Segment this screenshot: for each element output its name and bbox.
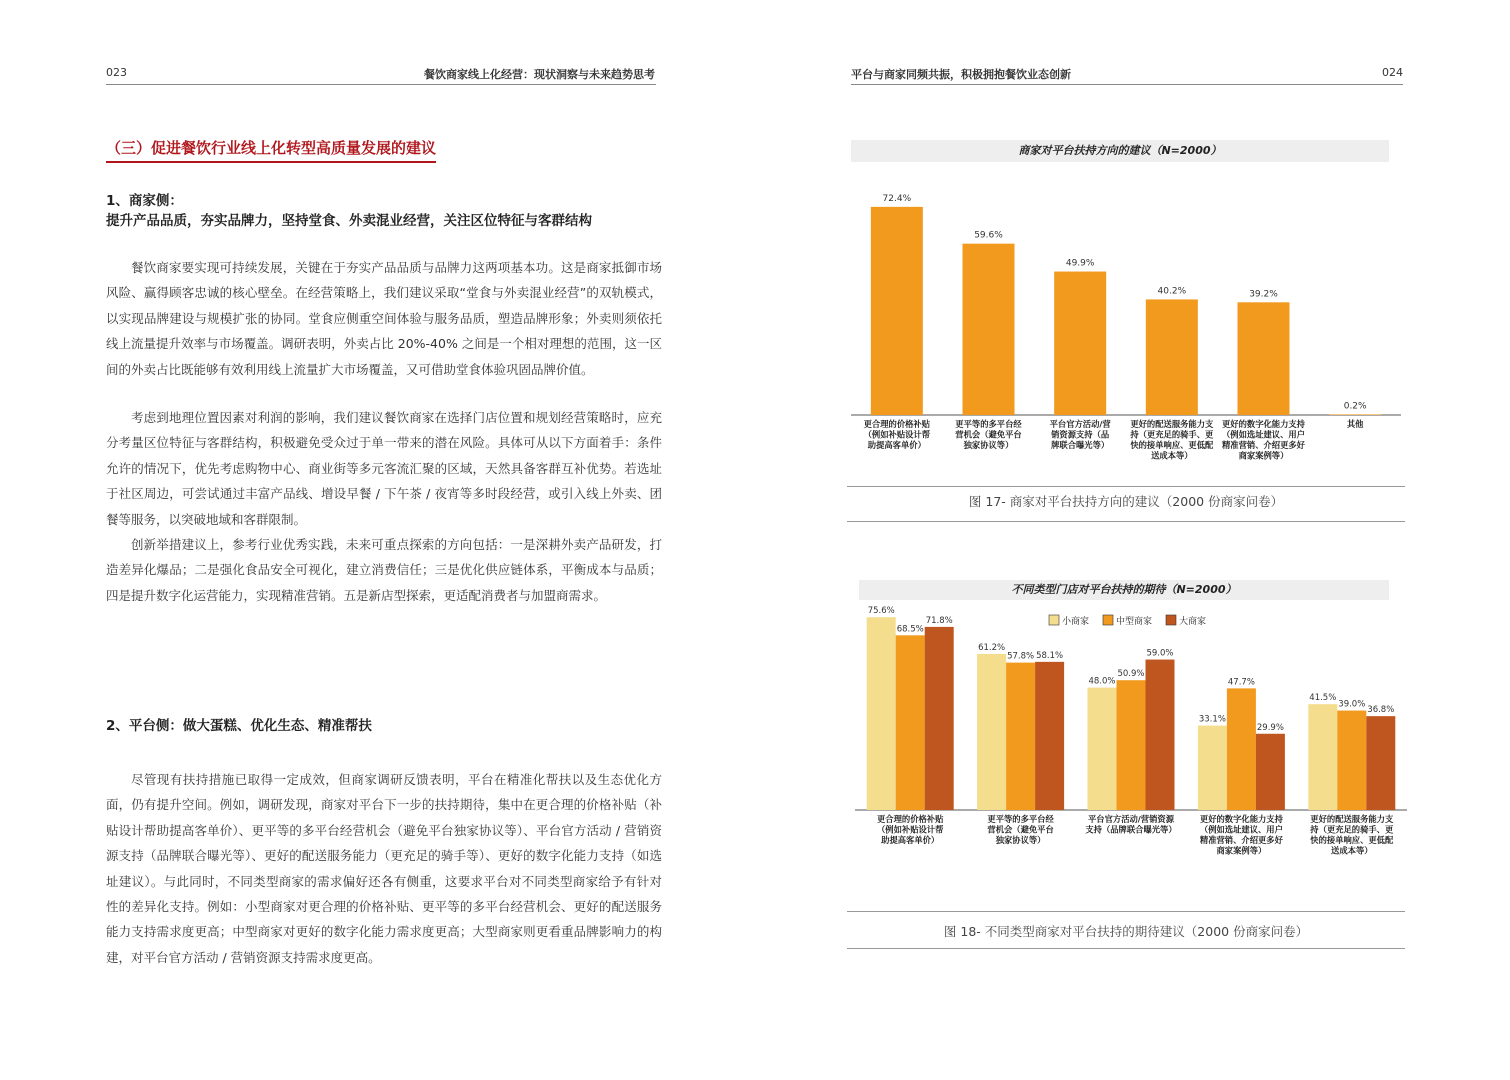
chart1-value-label: 40.2% (1157, 286, 1187, 297)
chart1-caption: 图 17- 商家对平台扶持方向的建议（2000 份商家问卷） (968, 494, 1284, 509)
chart2-bottom-rule (847, 948, 1405, 949)
chart1-category-label: 平台官方活动/营 (1049, 419, 1111, 429)
header-rule-left (106, 84, 656, 85)
chart1-category-label: 更平等的多平台经 (955, 419, 1022, 429)
chart2-bar (977, 654, 1006, 810)
chart2-bar (1256, 734, 1285, 810)
chart1-category-label: （例如选址建议、用户 (1222, 429, 1305, 440)
chart1-bar (963, 244, 1015, 415)
chart2-value-label: 75.6% (867, 606, 895, 617)
chart1-bar (1238, 302, 1290, 415)
chart1-value-label: 72.4% (882, 193, 912, 204)
chart2-category-label: 送成本等） (1331, 845, 1373, 856)
chart1-category-label: 销资源支持（品 (1051, 429, 1110, 440)
chart2-bar (1146, 660, 1175, 810)
chart2-bar (1088, 688, 1117, 810)
chart2-legend-swatch (1049, 615, 1059, 625)
chart2-value-label: 50.9% (1117, 669, 1145, 680)
chart2-bar (1198, 726, 1227, 810)
page-number-right: 024 (1382, 66, 1403, 79)
chart2-category-label: 支持（品牌联合曝光等） (1085, 824, 1177, 835)
chart2-category-label: 独家协议等） (995, 835, 1046, 845)
chart1-title: 商家对平台扶持方向的建议（N=2000） (851, 140, 1389, 162)
chart2-caption: 图 18- 不同类型商家对平台扶持的期待建议（2000 份商家问卷） (943, 924, 1309, 939)
header-rule-right (851, 84, 1403, 85)
chart2-bar (1227, 688, 1256, 810)
chart1-value-label: 39.2% (1249, 289, 1278, 300)
chart1-category-label: 送成本等） (1151, 450, 1193, 461)
chart2-value-label: 57.8% (1007, 651, 1035, 662)
right-page (755, 0, 1510, 1080)
chart2-legend-label: 中型商家 (1116, 617, 1153, 627)
chart2-legend-swatch (1103, 615, 1113, 625)
header-title-right: 平台与商家同频共振，积极拥抱餐饮业态创新 (851, 68, 1071, 81)
chart2-bar (925, 627, 954, 810)
platform-heading: 2、平台侧：做大蛋糕、优化生态、精准帮扶 (106, 718, 372, 734)
chart2-value-label: 33.1% (1198, 714, 1226, 725)
chart2-value-label: 47.7% (1227, 677, 1255, 688)
chart2-category-label: （例如补贴设计帮 (877, 824, 944, 835)
chart1-category-label: 商家案例等） (1238, 450, 1289, 461)
chart2-bar (896, 635, 925, 810)
chart1-category-label: 快的接单响应、更低配 (1130, 440, 1214, 450)
chart1-category-label: 精准营销、介绍更多好 (1222, 440, 1305, 450)
chart1-bottom-rule (847, 521, 1405, 522)
chart1-category-label: 更合理的价格补贴 (863, 419, 931, 429)
chart2-value-label: 36.8% (1367, 705, 1395, 716)
chart2-value-label: 59.0% (1146, 648, 1174, 659)
page-number-left: 023 (106, 66, 127, 79)
merchant-paragraph-3: 创新举措建议上，参考行业优秀实践，未来可重点探索的方向包括：一是深耕外卖产品研发，打造差异化爆品；二是强化食品安全可视化，建立消费信任；三是优化供应链体系，平衡成本与品质；四是提升数字化运营能力，实现精准营销。五是新店型探索，更适配消费者与加盟商需求。 (106, 537, 662, 603)
chart2-category-label: 助提高客单价） (881, 835, 940, 845)
chart2-value-label: 48.0% (1088, 676, 1116, 687)
chart1-category-label: 更好的数字化能力支持 (1222, 419, 1305, 429)
chart2-category-label: 更好的数字化能力支持 (1199, 814, 1283, 824)
chart1-value-label: 0.2% (1343, 401, 1367, 412)
chart2-bar (1006, 663, 1035, 810)
merchant-heading: 1、商家侧： (106, 193, 183, 209)
platform-paragraph-1: 尽管现有扶持措施已取得一定成效，但商家调研反馈表明，平台在精准化帮扶以及生态优化方面，仍有提升空间。例如，调研发现，商家对平台下一步的扶持期待，集中在更合理的价格补贴（补贴设计帮助提高客单价）、更平等的多平台经营机会（避免平台独家协议等）、平台官方活动 / 营销资源支持（品牌联合曝光等）、更好的配送服务能力（更充足的骑手等）、更好的数字化能力支持（如选址建议）。与此同时，不同类型商家的需求偏好还各有侧重，这要求平台对不同类型商家给予有针对性的差异化支持。例如：小型商家对更合理的价格补贴、更平等的多平台经营机会、更好的配送服务能力支持需求度更高；中型商家对更好的数字化能力需求度更高；大型商家则更看重品牌影响力的构建，对平台官方活动 / 营销资源支持需求度更高。 (106, 772, 662, 965)
chart1-category-label: 其他 (1346, 419, 1364, 429)
chart1-value-label: 59.6% (974, 230, 1003, 241)
chart1-category-label: 助提高客单价） (867, 440, 926, 450)
chart1-category-label: 更好的配送服务能力支 (1130, 419, 1214, 429)
chart2-value-label: 39.0% (1338, 699, 1366, 710)
chart2-bar (1308, 704, 1337, 810)
chart2-category-label: 持（更充足的骑手、更 (1310, 824, 1394, 835)
chart2-category-label: 营机会（避免平台 (987, 824, 1054, 835)
chart2-top-rule (847, 911, 1405, 912)
chart2-legend-swatch (1166, 615, 1176, 625)
chart2-category-label: 精准营销、介绍更多好 (1199, 835, 1283, 845)
merchant-paragraph-2: 考虑到地理位置因素对利润的影响，我们建议餐饮商家在选择门店位置和规划经营策略时，应充分考量区位特征与客群结构，积极避免受众过于单一带来的潜在风险。具体可从以下方面着手：条件允许的情况下，优先考虑购物中心、商业街等多元客流汇聚的区域，天然具备客群互补优势。若选址于社区周边，可尝试通过丰富产品线、增设早餐 / 下午茶 / 夜宵等多时段经营，或引入线上外卖、团餐等服务，以突破地域和客群限制。 (106, 410, 662, 527)
chart2-bar (867, 617, 896, 810)
chart1-bar (871, 207, 923, 415)
header-title-left: 餐饮商家线上化经营：现状洞察与未来趋势思考 (424, 68, 655, 81)
chart2-legend-label: 小商家 (1062, 617, 1090, 627)
chart2-legend-label: 大商家 (1179, 617, 1207, 627)
chart1-top-rule (847, 486, 1405, 487)
chart2-category-label: 更平等的多平台经 (987, 814, 1054, 824)
chart1-value-label: 49.9% (1065, 258, 1095, 269)
chart2-value-label: 68.5% (896, 624, 924, 635)
chart2-category-label: 快的接单响应、更低配 (1310, 835, 1394, 845)
chart2-category-label: 平台官方活动/营销资源 (1088, 814, 1174, 824)
chart2-value-label: 71.8% (925, 615, 953, 626)
chart1-bar (1054, 272, 1106, 415)
chart1-bar (1146, 299, 1198, 415)
chart2-category-label: 更合理的价格补贴 (877, 814, 944, 824)
chart1-category-label: 营机会（避免平台 (955, 429, 1022, 440)
chart2-bar (1366, 716, 1395, 810)
chart1-category-label: 独家协议等） (963, 440, 1014, 450)
chart1-bar (1329, 414, 1381, 415)
chart2-category-label: 更好的配送服务能力支 (1310, 814, 1394, 824)
chart2-value-label: 58.1% (1036, 650, 1064, 661)
chart1-category-label: 牌联合曝光等） (1051, 440, 1110, 450)
chart2-value-label: 61.2% (978, 642, 1006, 653)
chart1-category-label: 持（更充足的骑手、更 (1130, 429, 1214, 440)
section-title: （三）促进餐饮行业线上化转型高质量发展的建议 (106, 137, 436, 163)
chart2-value-label: 29.9% (1256, 722, 1284, 733)
chart2-value-label: 41.5% (1309, 693, 1337, 704)
chart1-category-label: （例如补贴设计帮 (863, 429, 931, 440)
merchant-paragraph-1: 餐饮商家要实现可持续发展，关键在于夯实产品品质与品牌力这两项基本功。这是商家抵御市场风险、赢得顾客忠诚的核心壁垒。在经营策略上，我们建议采取“堂食与外卖混业经营”的双轨模式，以实现品牌建设与规模扩张的协同。堂食应侧重空间体验与服务品质，塑造品牌形象；外卖则须依托线上流量提升效率与市场覆盖。调研表明，外卖占比 20%-40% 之间是一个相对理想的范围，这一区间的外卖占比既能够有效利用线上流量扩大市场覆盖，又可借助堂食体验巩固品牌价值。 (106, 260, 662, 377)
chart2-bar (1337, 711, 1366, 810)
chart2-bar (1035, 662, 1064, 810)
chart2-title: 不同类型门店对平台扶持的期待（N=2000） (859, 580, 1389, 600)
merchant-subheading: 提升产品品质，夯实品牌力，坚持堂食、外卖混业经营，关注区位特征与客群结构 (106, 213, 592, 229)
chart2-bar (1117, 680, 1146, 810)
chart2-svg (755, 600, 1510, 900)
chart2-category-label: （例如选址建议、用户 (1199, 824, 1283, 835)
chart1-svg (755, 160, 1510, 520)
chart2-category-label: 商家案例等） (1216, 845, 1267, 856)
